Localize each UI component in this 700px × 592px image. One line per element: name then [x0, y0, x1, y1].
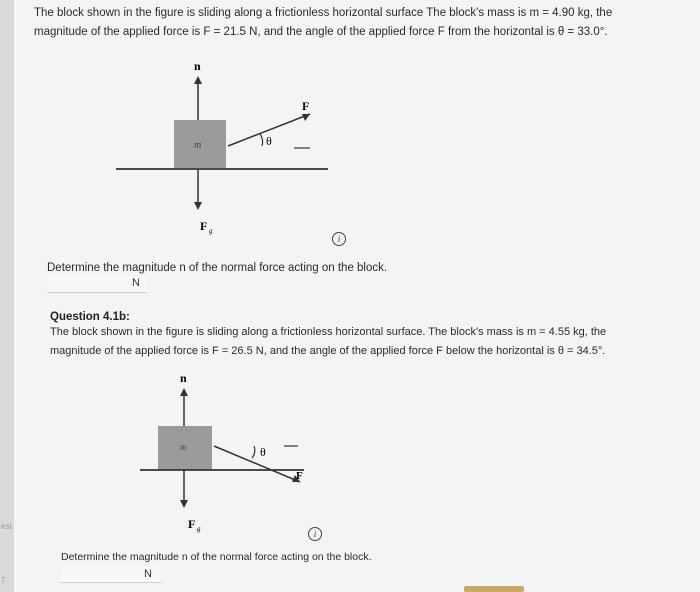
mass-label: m	[180, 442, 187, 452]
info-icon[interactable]: i	[332, 232, 346, 246]
normal-label: n	[194, 59, 201, 73]
normal-arrowhead	[194, 76, 202, 84]
question1-prompt: Determine the magnitude n of the normal force acting on the block.	[47, 262, 388, 274]
gravity-label: F	[188, 517, 196, 531]
question2-line1: The block shown in the figure is sliding along a frictionless horizontal surface. The block's mass is m = 4.55 kg, the	[50, 326, 607, 338]
gravity-arrowhead	[180, 500, 188, 508]
mass-label: m	[194, 140, 202, 151]
question1-line1: The block shown in the figure is sliding along a frictionless horizontal surface The block's mass is m = 4.90 kg, the	[34, 7, 613, 19]
applied-force-arrow	[214, 446, 300, 482]
info-icon[interactable]: i	[308, 527, 322, 541]
gravity-arrowhead	[194, 202, 202, 210]
question-card	[14, 0, 700, 592]
normal-label: n	[180, 371, 187, 385]
gravity-subscript: g	[197, 525, 201, 533]
gravity-label: F	[200, 219, 208, 233]
gravity-subscript: g	[209, 227, 213, 235]
angle-label: θ	[266, 134, 272, 148]
angle-arc	[260, 134, 263, 146]
question2-statement	[50, 323, 700, 361]
question1-statement	[34, 4, 694, 42]
figure1-free-body-diagram	[114, 52, 354, 252]
question2-prompt: Determine the magnitude n of the normal force acting on the block.	[61, 551, 372, 563]
question2-unit: N	[144, 568, 152, 580]
question2-line2: magnitude of the applied force is F = 26.5 N, and the angle of the applied force F below the horizontal is θ = 34.5°.	[50, 345, 606, 357]
question1-line2: magnitude of the applied force is F = 21.5 N, and the angle of the applied force F from the horizontal is θ = 33.0°.	[34, 26, 608, 38]
sidebar-label-test: est	[1, 522, 12, 531]
figure2-free-body-diagram	[118, 364, 338, 544]
question2-title: Question 4.1b:	[50, 311, 130, 323]
sidebar-label-number: 7	[1, 576, 6, 585]
applied-force-arrowhead	[302, 114, 310, 121]
left-sidebar-strip	[0, 0, 14, 592]
force-label: F	[296, 470, 303, 482]
angle-label: θ	[260, 445, 266, 459]
angle-arc	[252, 446, 255, 458]
question1-unit: N	[132, 277, 140, 289]
normal-arrowhead	[180, 388, 188, 396]
force-label: F	[302, 99, 310, 113]
bottom-button-edge[interactable]	[464, 586, 524, 592]
